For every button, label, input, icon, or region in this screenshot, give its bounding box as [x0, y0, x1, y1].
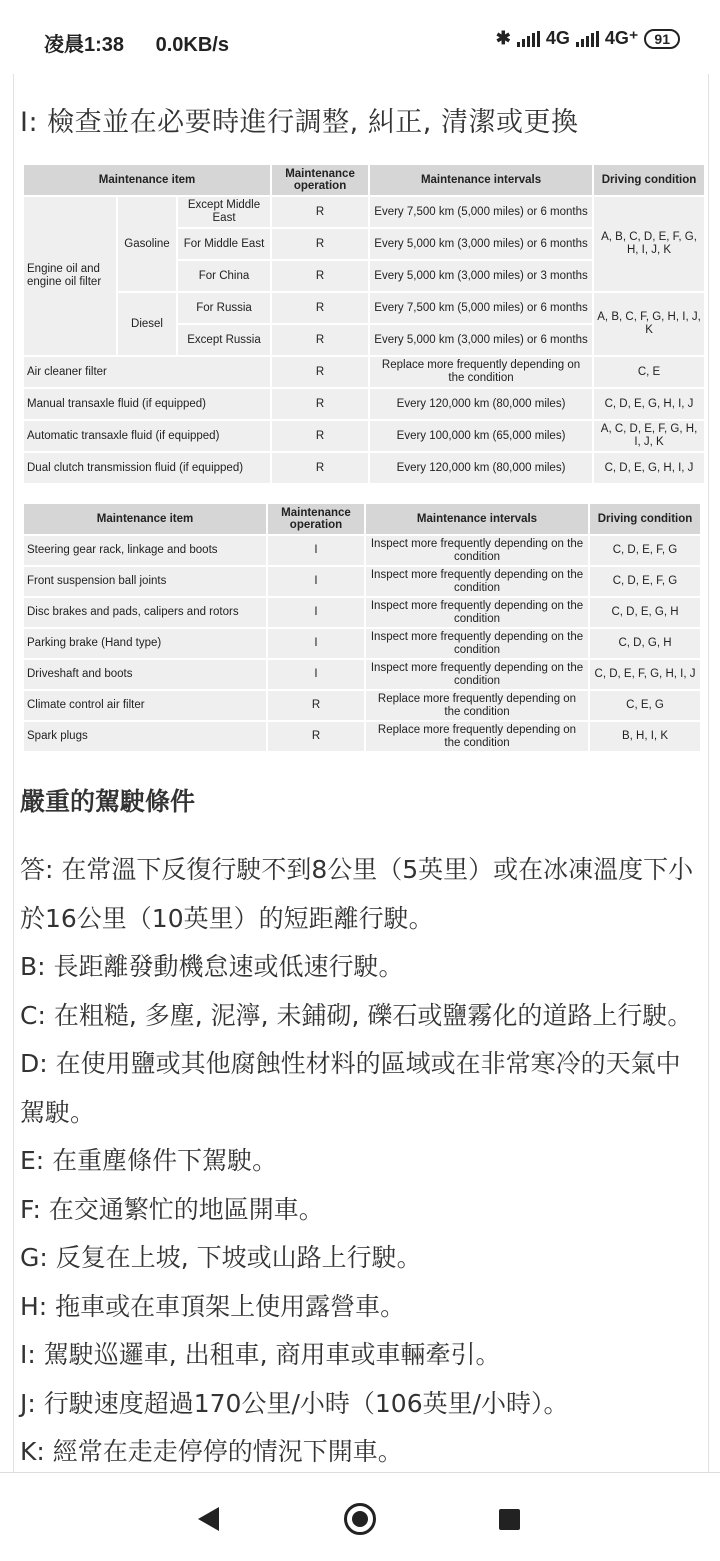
status-left: [44, 28, 255, 57]
interval: Inspect more frequently depending on the condition: [366, 598, 588, 627]
table-row: [24, 389, 704, 419]
item: Driveshaft and boots: [24, 660, 266, 689]
interval: Inspect more frequently depending on the condition: [366, 536, 588, 565]
condition: C, D, G, H: [590, 629, 700, 658]
conditions-list: [20, 846, 700, 1477]
interval: Inspect more frequently depending on the condition: [366, 660, 588, 689]
condition-h: H: 拖車或在車頂架上使用露營車。: [20, 1291, 406, 1321]
operation: I: [268, 567, 364, 596]
condition: C, D, E, G, H, I, J: [594, 389, 704, 419]
table-header-row: [24, 165, 704, 195]
header-operation: Maintenance operation: [268, 504, 364, 534]
navigation-bar: [0, 1472, 720, 1561]
maintenance-table-1: [22, 163, 706, 485]
interval: Replace more frequently depending on the condition: [366, 691, 588, 720]
condition-j: J: 行駛速度超過170公里/小時（106英里/小時）。: [20, 1388, 569, 1418]
severe-conditions-heading: 嚴重的駕駛條件: [20, 787, 196, 816]
table-row: [24, 629, 700, 658]
condition: B, H, I, K: [590, 722, 700, 751]
interval: Every 7,500 km (5,000 miles) or 6 months: [370, 197, 592, 227]
interval: Every 120,000 km (80,000 miles): [370, 389, 592, 419]
table-row: [24, 421, 704, 451]
item: Climate control air filter: [24, 691, 266, 720]
condition: C, D, E, G, H, I, J: [594, 453, 704, 483]
table-header-row: [24, 504, 700, 534]
back-triangle-icon[interactable]: [198, 1507, 219, 1531]
header-item: Maintenance item: [24, 504, 266, 534]
item: Dual clutch transmission fluid (if equipped): [24, 453, 270, 483]
item: Air cleaner filter: [24, 357, 270, 387]
condition: C, D, E, F, G: [590, 536, 700, 565]
recent-square-icon[interactable]: [499, 1509, 520, 1530]
operation: R: [272, 293, 368, 323]
table-row: [24, 197, 704, 227]
interval: Replace more frequently depending on the condition: [370, 357, 592, 387]
item: Steering gear rack, linkage and boots: [24, 536, 266, 565]
interval: Every 120,000 km (80,000 miles): [370, 453, 592, 483]
interval: Replace more frequently depending on the condition: [366, 722, 588, 751]
operation: I: [268, 629, 364, 658]
interval: Every 5,000 km (3,000 miles) or 6 months: [370, 229, 592, 259]
condition-d: D: 在使用鹽或其他腐蝕性材料的區域或在非常寒冷的天氣中駕駛。: [20, 1049, 681, 1127]
operation: R: [272, 389, 368, 419]
operation: R: [272, 453, 368, 483]
interval: Inspect more frequently depending on the condition: [366, 629, 588, 658]
status-bar: [0, 0, 720, 84]
condition-k: K: 經常在走走停停的情況下開車。: [20, 1437, 403, 1466]
interval: Every 5,000 km (3,000 miles) or 3 months: [370, 261, 592, 291]
gasoline-condition: A, B, C, D, E, F, G, H, I, J, K: [594, 197, 704, 291]
operation: R: [268, 691, 364, 720]
item: Manual transaxle fluid (if equipped): [24, 389, 270, 419]
header-operation: Maintenance operation: [272, 165, 368, 195]
operation: R: [268, 722, 364, 751]
home-circle-icon[interactable]: [344, 1503, 376, 1535]
sub-item: For China: [178, 261, 270, 291]
net-speed: 0.0KB/s: [155, 34, 229, 56]
operation: I: [268, 660, 364, 689]
item: Front suspension ball joints: [24, 567, 266, 596]
interval: Every 5,000 km (3,000 miles) or 6 months: [370, 325, 592, 355]
network-type-1: 4G: [545, 28, 570, 48]
header-intervals: Maintenance intervals: [366, 504, 588, 534]
network-type-2: 4G⁺: [604, 28, 639, 48]
diesel-condition: A, B, C, F, G, H, I, J, K: [594, 293, 704, 355]
condition: C, E: [594, 357, 704, 387]
condition-b: B: 長距離發動機怠速或低速行駛。: [20, 952, 404, 981]
item: Parking brake (Hand type): [24, 629, 266, 658]
table-row: [24, 691, 700, 720]
header-item: Maintenance item: [24, 165, 270, 195]
table-row: [24, 536, 700, 565]
signal-icon-2: [576, 31, 599, 47]
item: Automatic transaxle fluid (if equipped): [24, 421, 270, 451]
sub-item: For Middle East: [178, 229, 270, 259]
condition: C, D, E, F, G, H, I, J: [590, 660, 700, 689]
condition-g: G: 反复在上坡, 下坡或山路上行駛。: [20, 1243, 422, 1272]
engine-oil-item: Engine oil and engine oil filter: [24, 197, 116, 355]
operation: R: [272, 357, 368, 387]
item: Disc brakes and pads, calipers and rotors: [24, 598, 266, 627]
interval: Every 7,500 km (5,000 miles) or 6 months: [370, 293, 592, 323]
condition: C, D, E, G, H: [590, 598, 700, 627]
operation: R: [272, 325, 368, 355]
interval: Every 100,000 km (65,000 miles): [370, 421, 592, 451]
condition-c: C: 在粗糙, 多塵, 泥濘, 未鋪砌, 礫石或鹽霧化的道路上行駛。: [20, 1000, 693, 1030]
battery-icon: 91: [644, 29, 680, 49]
article-content[interactable]: [13, 74, 709, 1472]
intro-line: I: 檢查並在必要時進行調整, 糾正, 清潔或更換: [20, 107, 579, 138]
table-row: [24, 722, 700, 751]
table-row: [24, 293, 704, 323]
operation: R: [272, 261, 368, 291]
interval: Inspect more frequently depending on the condition: [366, 567, 588, 596]
header-intervals: Maintenance intervals: [370, 165, 592, 195]
condition: C, D, E, F, G: [590, 567, 700, 596]
condition-e: E: 在重塵條件下駕駛。: [20, 1146, 278, 1175]
operation: R: [272, 229, 368, 259]
diesel-label: Diesel: [118, 293, 176, 355]
status-right: [496, 28, 680, 49]
condition-i: I: 駕駛巡邏車, 出租車, 商用車或車輛牽引。: [20, 1340, 501, 1369]
condition: C, E, G: [590, 691, 700, 720]
table-row: [24, 567, 700, 596]
condition-f: F: 在交通繁忙的地區開車。: [20, 1194, 324, 1224]
table-row: [24, 598, 700, 627]
header-condition: Driving condition: [594, 165, 704, 195]
maintenance-table-2: [22, 502, 702, 753]
item: Spark plugs: [24, 722, 266, 751]
sub-item: Except Russia: [178, 325, 270, 355]
header-condition: Driving condition: [590, 504, 700, 534]
signal-icon: [517, 31, 540, 47]
clock: 凌晨1:38: [44, 34, 125, 56]
condition-a: 答: 在常溫下反復行駛不到8公里（5英里）或在冰凍溫度下小於16公里（10英里）的短距離行駛。: [20, 855, 694, 933]
table-row: [24, 453, 704, 483]
operation: R: [272, 421, 368, 451]
operation: R: [272, 197, 368, 227]
bluetooth-icon: ✱: [495, 28, 511, 48]
table-row: [24, 660, 700, 689]
condition: A, C, D, E, F, G, H, I, J, K: [594, 421, 704, 451]
operation: I: [268, 598, 364, 627]
operation: I: [268, 536, 364, 565]
sub-item: For Russia: [178, 293, 270, 323]
gasoline-label: Gasoline: [118, 197, 176, 291]
table-row: [24, 357, 704, 387]
sub-item: Except Middle East: [178, 197, 270, 227]
